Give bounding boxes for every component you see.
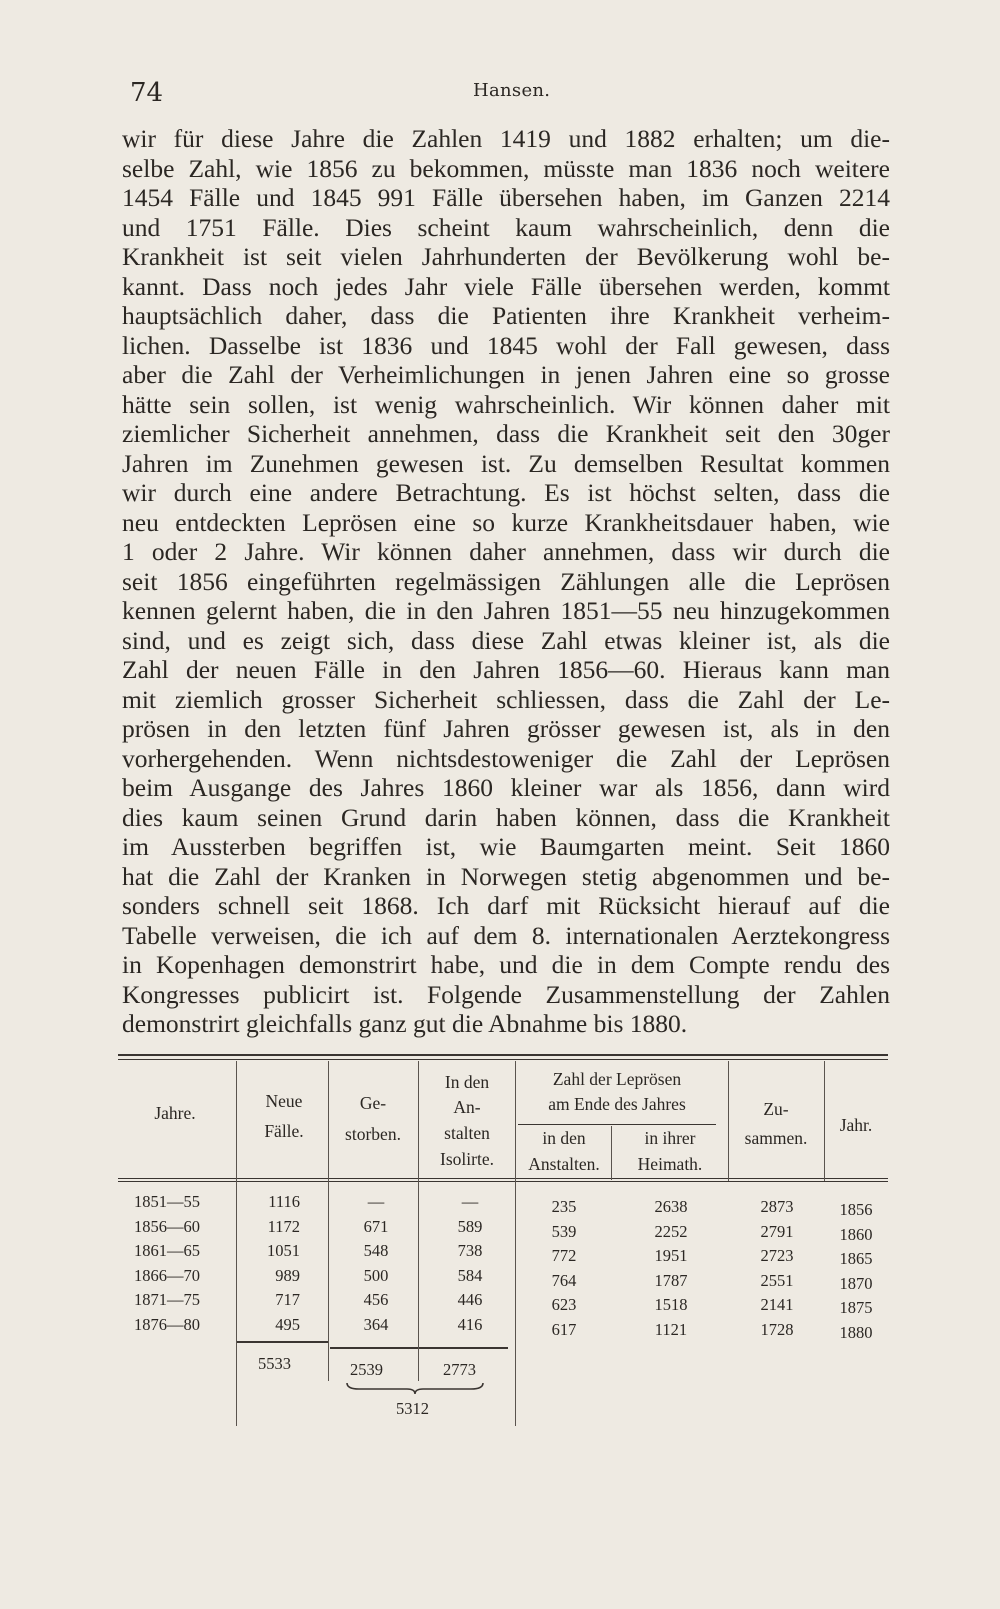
col-divider [236,1061,237,1426]
col-in-ihrer-heimath [646,1195,696,1342]
total-neue-faelle: 5533 [258,1354,291,1373]
jahr-cell: 1870 [839,1273,873,1293]
table-top-rule-thick [118,1054,888,1056]
table-top-rule-thin [118,1059,888,1060]
heimath-cell: 2638 [654,1197,688,1216]
header-zahl-1: Zahl der Leprösen [552,1069,682,1089]
neue-cell: 495 [275,1314,300,1334]
body-line: prösen in den letzten fünf Jahren grösser gewesen ist, als in den [122,714,890,743]
body-line: kennen gelernt haben, die in den Jahren 1851—55 neu hinzugekommen [122,596,890,625]
body-line: Tabelle verweisen, die ich auf dem 8. internationalen Aerztekongress [122,920,890,950]
col-divider [328,1061,329,1381]
col-in-den-anstalten [544,1195,584,1342]
header-inden-2: Anstalten. [528,1154,600,1174]
page-number: 74 [130,78,164,108]
gestorben-cell: 548 [363,1241,389,1260]
body-line: im Aussterben begriffen ist, wie Baumgarten meint. Seit 1860 [122,832,890,861]
header-gest-1: Ge- [359,1093,387,1113]
header-jahre: Jahre. [154,1103,196,1123]
period-cell: 1871—75 [134,1290,200,1309]
body-line: Zahl der neuen Fälle in den Jahren 1856—60. Hieraus kann man [122,655,890,684]
body-line: aber die Zahl der Verheimlichungen in jenen Jahren eine so grosse [122,360,890,389]
col-periods [134,1190,200,1337]
body-line: mit ziemlich grosser Sicherheit schliessen, dass die Zahl der Le- [122,684,890,714]
zusammen-cell: 2791 [760,1221,794,1241]
col-divider [728,1061,729,1181]
anstalten-cell: 539 [551,1221,577,1241]
body-line: hätte sein sollen, ist wenig wahrscheinlich. Wir können daher mit [122,389,890,419]
body-line: beim Ausgange des Jahres 1860 kleiner war als 1856, dann wird [122,773,890,802]
col-neue-faelle [254,1190,300,1337]
zusammen-cell: 2551 [760,1270,794,1290]
total-gestorben-plus-isolirte: 5312 [396,1399,429,1418]
neue-cell: 989 [275,1265,300,1285]
isolirte-cell: — [461,1192,479,1211]
isolirte-cell: 416 [457,1314,483,1334]
sum-rule-neue [236,1341,328,1343]
body-line: und 1751 Fälle. Dies scheint kaum wahrscheinlich, denn die [122,212,890,242]
heimath-cell: 1787 [654,1270,688,1290]
anstalten-cell: 617 [551,1319,577,1339]
body-line: ziemlicher Sicherheit annehmen, dass die Krankheit seit den 30ger [122,419,890,448]
header-anst-2: An- [453,1097,481,1117]
gestorben-cell: — [367,1192,385,1211]
period-cell: 1866—70 [134,1265,200,1285]
neue-cell: 1172 [267,1216,300,1236]
header-anst-1: In den [444,1072,490,1092]
period-cell: 1856—60 [134,1216,200,1236]
header-inden-1: in den [542,1128,586,1148]
gestorben-cell: 500 [363,1265,389,1285]
heimath-cell: 2252 [654,1221,688,1241]
col-zusammen [752,1195,802,1342]
col-divider [824,1061,825,1181]
col-divider [515,1061,516,1426]
zusammen-cell: 2873 [760,1197,794,1216]
total-gestorben: 2539 [350,1360,383,1379]
jahr-cell: 1856 [839,1200,873,1219]
gestorben-cell: 364 [363,1314,389,1334]
neue-cell: 1051 [267,1241,300,1260]
zusammen-cell: 2723 [760,1246,794,1265]
body-line: hat die Zahl der Kranken in Norwegen stetig abgenommen und be- [122,861,890,891]
body-line: seit 1856 eingeführten regelmässigen Zählungen alle die Leprösen [122,566,890,596]
zahl-group-underline [518,1124,716,1125]
body-text [122,124,890,1039]
header-inihrer-2: Heimath. [637,1154,703,1174]
anstalten-cell: 764 [551,1270,577,1290]
heimath-cell: 1951 [654,1246,688,1265]
col-divider [611,1126,612,1180]
jahr-cell: 1860 [839,1224,873,1244]
col-jahr [834,1198,878,1345]
gestorben-cell: 671 [363,1216,389,1236]
body-line: wir durch eine andere Betrachtung. Es ist höchst selten, dass die [122,478,890,507]
header-anst-4: Isolirte. [440,1149,494,1169]
anstalten-cell: 235 [551,1197,577,1216]
body-line: 1454 Fälle und 1845 991 Fälle übersehen haben, im Ganzen 2214 [122,183,890,212]
jahr-cell: 1875 [839,1298,873,1317]
body-line: demonstrirt gleichfalls ganz gut die Abnahme bis 1880. [122,1009,688,1038]
body-line: sind, und es zeigt sich, dass diese Zahl etwas kleiner ist, als die [122,625,890,655]
header-jahr: Jahr. [839,1115,873,1135]
jahr-cell: 1865 [839,1249,873,1268]
body-line: 1 oder 2 Jahre. Wir können daher annehmen, dass wir durch die [122,537,890,566]
running-head: Hansen. [473,80,551,101]
body-line: Jahren im Zunehmen gewesen ist. Zu demselben Resultat kommen [122,448,890,478]
zusammen-cell: 2141 [760,1295,794,1314]
total-isolirte: 2773 [443,1360,476,1379]
col-gestorben [352,1190,400,1337]
neue-cell: 717 [275,1290,300,1309]
col-isolirte [446,1190,494,1337]
header-gest-2: storben. [345,1124,401,1144]
body-line: Krankheit ist seit vielen Jahrhunderten der Bevölkerung wohl be- [122,242,890,271]
body-line: lichen. Dasselbe ist 1836 und 1845 wohl der Fall gewesen, dass [122,330,890,360]
header-neue-2: Fälle. [264,1121,304,1141]
isolirte-cell: 738 [457,1241,483,1260]
isolirte-cell: 446 [457,1290,483,1309]
neue-cell: 1116 [268,1192,300,1211]
body-line: in Kopenhagen demonstrirt habe, und die in dem Compte rendu des [122,950,890,979]
anstalten-cell: 772 [551,1246,577,1265]
zusammen-cell: 1728 [760,1319,794,1339]
body-line: sonders schnell seit 1868. Ich darf mit Rücksicht hierauf auf die [122,891,890,920]
header-anst-3: stalten [444,1123,490,1143]
header-zus-1: Zu- [763,1099,789,1119]
header-inihrer-1: in ihrer [644,1128,696,1148]
body-line: wir für diese Jahre die Zahlen 1419 und 1882 erhalten; um die- [122,124,890,153]
body-line: Kongresses publicirt ist. Folgende Zusammenstellung der Zahlen [122,979,890,1009]
body-line: selbe Zahl, wie 1856 zu bekommen, müsste man 1836 noch weitere [122,153,890,183]
body-line: vorhergehenden. Wenn nichtsdestoweniger die Zahl der Leprösen [122,743,890,773]
anstalten-cell: 623 [551,1295,577,1314]
body-line: neu entdeckten Leprösen eine so kurze Krankheitsdauer haben, wie [122,507,890,537]
table-header-rule-2 [118,1181,888,1182]
col-divider [418,1061,419,1381]
header-zus-2: sammen. [744,1128,808,1148]
heimath-cell: 1518 [654,1295,688,1314]
sum-rule-gest-isol [330,1347,508,1349]
body-line: dies kaum seinen Grund darin haben können, dass die Krankheit [122,802,890,832]
header-neue-1: Neue [265,1091,303,1111]
jahr-cell: 1880 [839,1322,873,1342]
period-cell: 1861—65 [134,1241,200,1260]
period-cell: 1851—55 [134,1192,200,1211]
table-header-rule [118,1178,888,1179]
body-line: hauptsächlich daher, dass die Patienten ihre Krankheit verheim- [122,301,890,330]
period-cell: 1876—80 [134,1314,200,1334]
heimath-cell: 1121 [654,1319,688,1339]
gestorben-cell: 456 [363,1290,389,1309]
header-zahl-2: am Ende des Jahres [548,1094,686,1114]
isolirte-cell: 584 [457,1265,483,1285]
isolirte-cell: 589 [457,1216,483,1236]
sum-brace [345,1381,485,1395]
body-line: kannt. Dass noch jedes Jahr viele Fälle übersehen werden, kommt [122,271,890,301]
